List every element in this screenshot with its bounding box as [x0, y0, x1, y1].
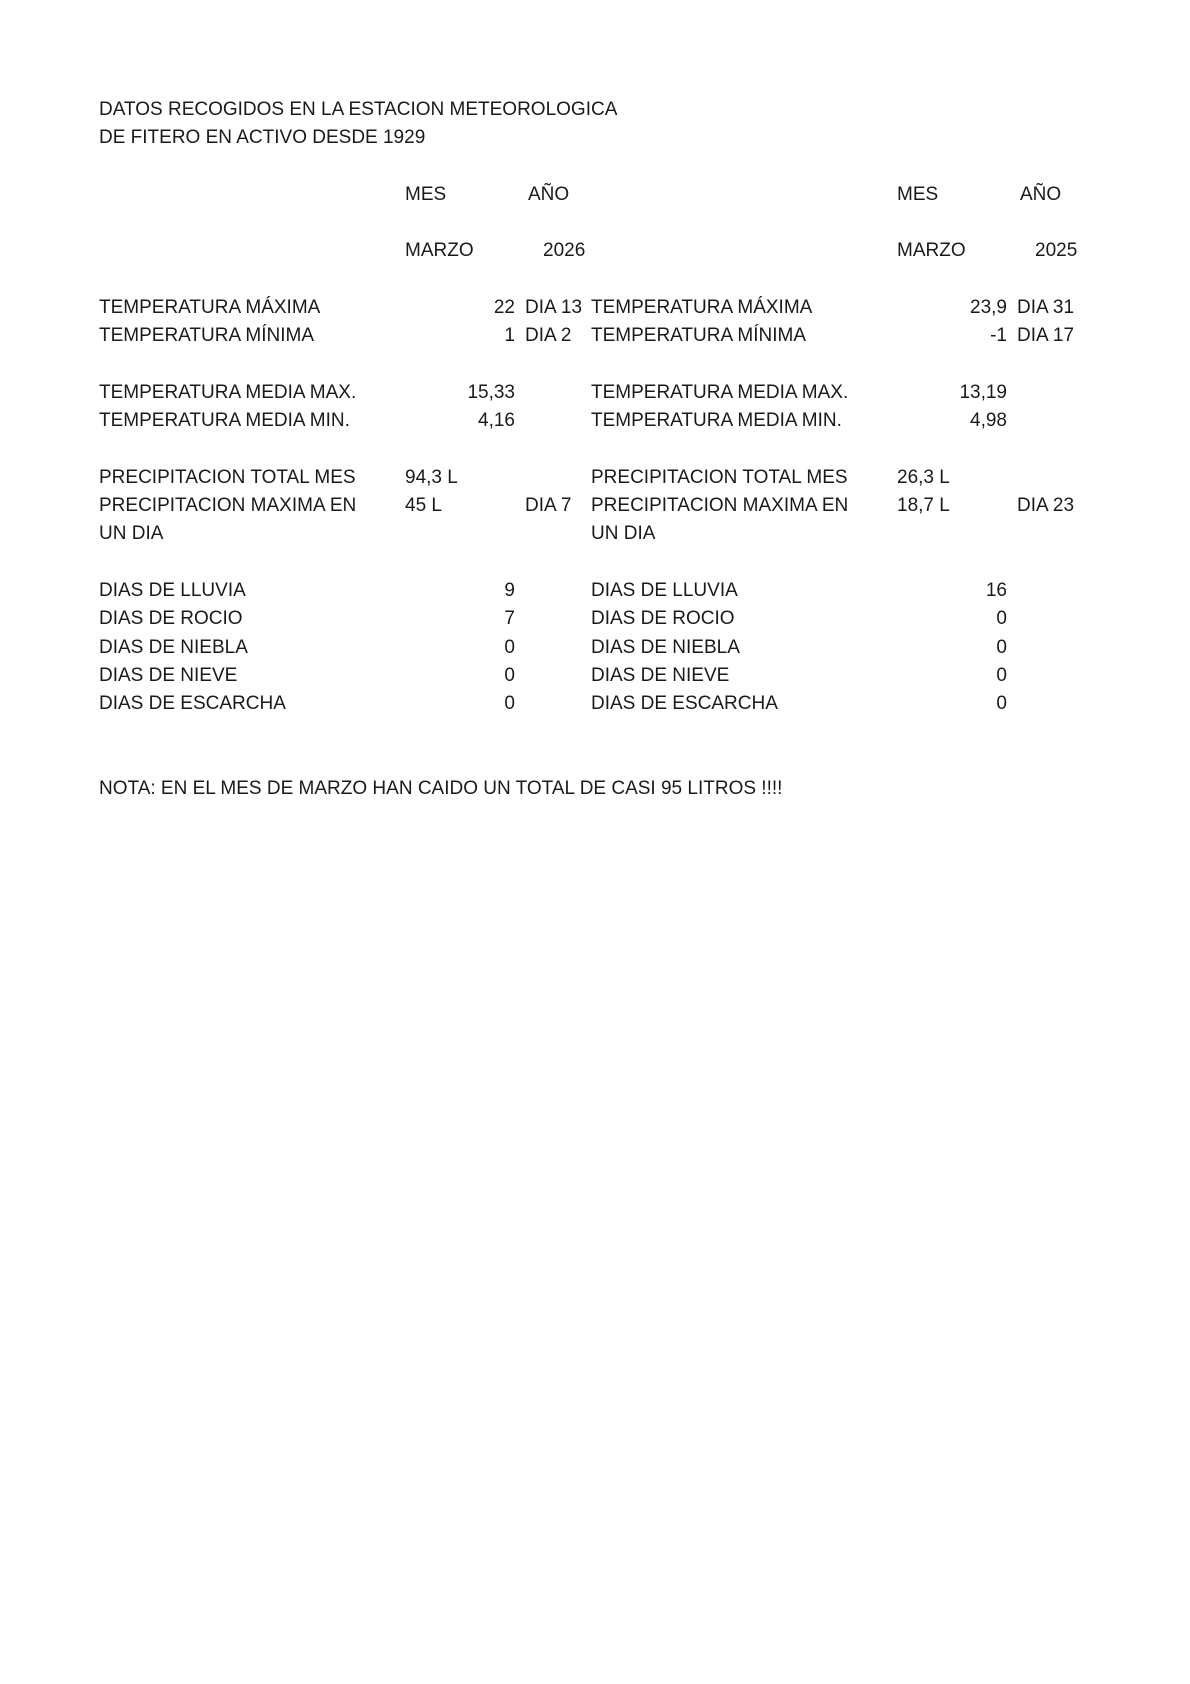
row-value: 9	[504, 580, 515, 602]
row-label	[591, 351, 897, 379]
row-value	[405, 351, 515, 379]
row-value: 4,16	[478, 410, 515, 432]
row-value	[405, 520, 515, 548]
table-row	[99, 634, 1190, 662]
row-value: 45 L	[405, 495, 442, 517]
ano-header-left: AÑO	[528, 183, 570, 205]
row-day	[515, 436, 591, 464]
row-label: DIAS DE ESCARCHA	[591, 693, 778, 715]
row-day	[1007, 407, 1083, 435]
row-day: DIA 7	[525, 495, 572, 517]
row-day: DIA 17	[1017, 325, 1075, 347]
ano-header-right: AÑO	[1020, 183, 1062, 205]
row-day	[1007, 605, 1083, 633]
table-row	[99, 436, 1190, 464]
row-day	[1007, 379, 1083, 407]
row-label: TEMPERATURA MEDIA MIN.	[99, 410, 350, 432]
row-day	[515, 605, 591, 633]
table-row	[99, 351, 1190, 379]
header-spacer	[591, 237, 897, 265]
column-headers-row	[99, 181, 1190, 209]
row-label: DIAS DE NIEVE	[591, 664, 730, 686]
row-label: DIAS DE LLUVIA	[591, 580, 738, 602]
table-row	[99, 662, 1190, 690]
row-day	[1007, 351, 1083, 379]
row-label: DIAS DE LLUVIA	[99, 580, 246, 602]
row-value: 23,9	[970, 297, 1007, 319]
row-label	[99, 351, 405, 379]
header-spacer	[99, 181, 405, 209]
row-value: 18,7 L	[897, 495, 950, 517]
row-label: PRECIPITACION MAXIMA EN	[591, 495, 849, 517]
row-value: 0	[996, 664, 1007, 686]
header-spacer	[591, 181, 897, 209]
row-value: 13,19	[959, 381, 1007, 403]
row-day	[515, 634, 591, 662]
row-label: UN DIA	[99, 523, 164, 545]
row-value: 94,3 L	[405, 466, 458, 488]
row-day	[515, 464, 591, 492]
blank-line	[99, 719, 1190, 747]
row-label: TEMPERATURA MÁXIMA	[99, 297, 321, 319]
row-label	[99, 549, 405, 577]
row-value: 0	[504, 636, 515, 658]
blank-line	[99, 153, 1190, 181]
row-value	[405, 549, 515, 577]
row-label: PRECIPITACION TOTAL MES	[99, 466, 356, 488]
row-label: DIAS DE NIEBLA	[99, 636, 248, 658]
table-row	[99, 379, 1190, 407]
blank-line	[99, 209, 1190, 237]
row-value: 0	[504, 664, 515, 686]
row-day	[1007, 436, 1083, 464]
row-label: PRECIPITACION TOTAL MES	[591, 466, 848, 488]
table-row	[99, 549, 1190, 577]
row-day	[515, 407, 591, 435]
row-day: DIA 23	[1017, 495, 1075, 517]
table-row	[99, 605, 1190, 633]
table-row	[99, 520, 1190, 548]
row-label	[591, 549, 897, 577]
row-value: 0	[996, 693, 1007, 715]
row-day	[1007, 690, 1083, 718]
row-value: 15,33	[467, 381, 515, 403]
row-day	[1007, 520, 1083, 548]
row-day	[515, 690, 591, 718]
row-label: TEMPERATURA MEDIA MAX.	[99, 381, 357, 403]
row-day	[515, 549, 591, 577]
table-row	[99, 577, 1190, 605]
document-title-line1: DATOS RECOGIDOS EN LA ESTACION METEOROLOGICA	[99, 99, 618, 120]
row-value: 1	[504, 325, 515, 347]
document-title	[99, 96, 1190, 153]
year-left: 2026	[543, 240, 586, 262]
row-value	[897, 351, 1007, 379]
row-label	[99, 436, 405, 464]
note-text: NOTA: EN EL MES DE MARZO HAN CAIDO UN TOTAL DE CASI 95 LITROS !!!!	[99, 778, 783, 800]
blank-line	[99, 266, 1190, 294]
year-right: 2025	[1035, 240, 1078, 262]
row-value: 4,98	[970, 410, 1007, 432]
row-day	[1007, 464, 1083, 492]
row-value	[897, 436, 1007, 464]
row-value	[405, 436, 515, 464]
row-value: 7	[504, 608, 515, 630]
row-label: TEMPERATURA MEDIA MAX.	[591, 381, 849, 403]
row-day	[1007, 577, 1083, 605]
row-day	[1007, 662, 1083, 690]
row-day	[515, 351, 591, 379]
row-day: DIA 2	[525, 325, 572, 347]
month-left: MARZO	[405, 240, 474, 262]
table-row	[99, 690, 1190, 718]
row-value: 0	[996, 636, 1007, 658]
row-label: TEMPERATURA MÍNIMA	[591, 325, 806, 347]
row-day	[515, 520, 591, 548]
row-label: DIAS DE ESCARCHA	[99, 693, 286, 715]
row-label: PRECIPITACION MAXIMA EN	[99, 495, 357, 517]
row-label: TEMPERATURA MÍNIMA	[99, 325, 314, 347]
document-title-line2: DE FITERO EN ACTIVO DESDE 1929	[99, 127, 426, 149]
mes-header-right: MES	[897, 183, 939, 205]
row-label: UN DIA	[591, 523, 656, 545]
mes-header-left: MES	[405, 183, 447, 205]
row-label	[591, 436, 897, 464]
table-row	[99, 322, 1190, 350]
row-value: 16	[985, 580, 1007, 602]
data-rows	[99, 294, 1190, 718]
row-label: DIAS DE ROCIO	[99, 608, 243, 630]
row-value: 0	[996, 608, 1007, 630]
table-row	[99, 492, 1190, 520]
header-spacer	[99, 237, 405, 265]
month-year-row	[99, 237, 1190, 265]
row-day: DIA 13	[525, 297, 583, 319]
row-label: DIAS DE NIEVE	[99, 664, 238, 686]
row-value: 26,3 L	[897, 466, 950, 488]
row-value	[897, 549, 1007, 577]
row-label: TEMPERATURA MÁXIMA	[591, 297, 813, 319]
row-label: DIAS DE NIEBLA	[591, 636, 740, 658]
weather-data-table	[99, 153, 1190, 776]
table-row	[99, 464, 1190, 492]
row-value: 0	[504, 693, 515, 715]
row-value: 22	[493, 297, 515, 319]
row-day: DIA 31	[1017, 297, 1075, 319]
row-day	[515, 662, 591, 690]
row-label: TEMPERATURA MEDIA MIN.	[591, 410, 842, 432]
row-value	[897, 520, 1007, 548]
row-day	[515, 379, 591, 407]
row-day	[515, 577, 591, 605]
row-value: -1	[990, 325, 1007, 347]
blank-line	[99, 747, 1190, 775]
table-row	[99, 294, 1190, 322]
row-day	[1007, 634, 1083, 662]
table-row	[99, 407, 1190, 435]
row-day	[1007, 549, 1083, 577]
row-label: DIAS DE ROCIO	[591, 608, 735, 630]
month-right: MARZO	[897, 240, 966, 262]
